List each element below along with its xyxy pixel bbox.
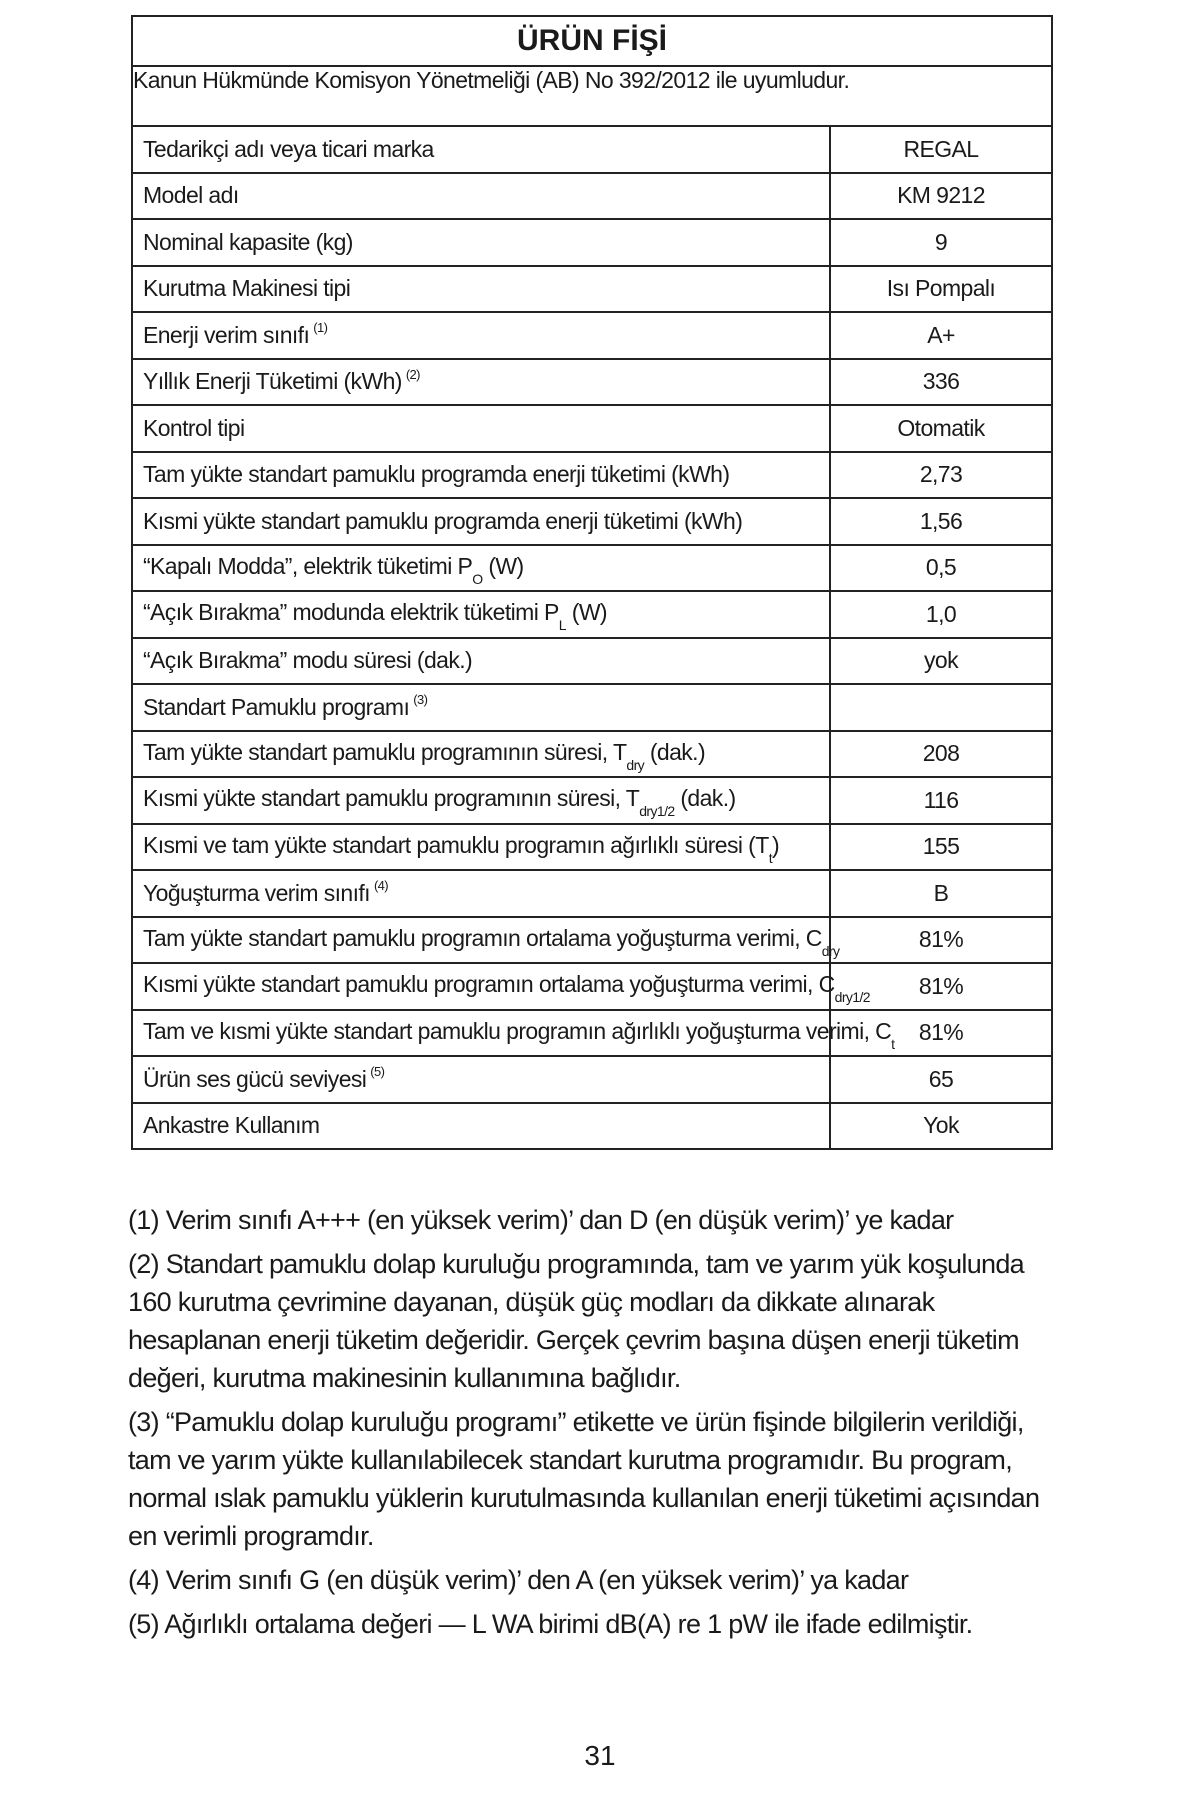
row-value: 9: [830, 219, 1052, 266]
row-label: [132, 963, 870, 1010]
row-label-subscript: t: [891, 1035, 895, 1052]
row-label: [132, 312, 830, 359]
page-title: ÜRÜN FİŞİ: [132, 16, 1052, 66]
table-row: [132, 219, 1052, 266]
row-label: [132, 1010, 895, 1057]
table-row: [132, 359, 1052, 406]
row-value: 208: [830, 731, 1052, 778]
title-row: [132, 16, 1052, 66]
row-label: [132, 591, 830, 638]
row-value: Otomatik: [830, 405, 1052, 452]
row-label-text: Ankastre Kullanım: [143, 1112, 320, 1139]
row-label-subscript: t: [768, 849, 772, 866]
row-label-text: Kontrol tipi: [143, 414, 245, 441]
row-value: 65: [830, 1056, 1052, 1103]
row-label-text: Kısmi ve tam yükte standart pamuklu programın ağırlıklı süresi (T: [143, 831, 769, 858]
row-label-text: Enerji verim sınıfı: [143, 321, 310, 348]
row-value: 81%: [830, 963, 1052, 1010]
row-label: [132, 917, 840, 964]
row-label: [132, 684, 830, 731]
row-label-suffix: ): [771, 831, 780, 858]
row-value: 336: [830, 359, 1052, 406]
row-label-text: Ürün ses gücü seviyesi: [143, 1065, 367, 1092]
footnote: (4) Verim sınıfı G (en düşük verim)’ den A (en yüksek verim)’ ya kadar: [128, 1565, 909, 1595]
row-label-suffix: (dak.): [674, 785, 736, 812]
row-label-subscript: O: [472, 570, 483, 587]
row-label-text: Kısmi yükte standart pamuklu programının süresi, T: [143, 785, 640, 812]
row-label: [132, 824, 830, 871]
table-row: [132, 684, 1052, 731]
footnote-ref: (3): [413, 692, 428, 708]
footnote-ref: (5): [370, 1064, 385, 1080]
table-row: [132, 591, 1052, 638]
product-sheet: [131, 15, 1051, 1150]
row-label-subscript: dry1/2: [834, 989, 870, 1006]
row-label-text: “Kapalı Modda”, elektrik tüketimi P: [143, 552, 473, 579]
table-row: [132, 777, 1052, 824]
row-value: 2,73: [830, 452, 1052, 499]
table-row: [132, 126, 1052, 173]
footnote-ref: (1): [313, 320, 328, 336]
footnote: (3) “Pamuklu dolap kuruluğu programı” etikette ve ürün fişinde bilgilerin verildiği, tam ve yarım yükte kullanılabilecek standart kurutma programıdır. Bu program, normal ıslak pamuklu yüklerin kurutulmasında kullanılan enerji tüketimi açısından en verimli programdır.: [128, 1407, 1040, 1551]
row-value: REGAL: [830, 126, 1052, 173]
row-label-text: Kurutma Makinesi tipi: [143, 275, 351, 302]
row-label-text: Model adı: [143, 182, 239, 209]
row-label: [132, 731, 830, 778]
row-value: Isı Pompalı: [830, 266, 1052, 313]
table-row: [132, 917, 1052, 964]
regulation-note: Kanun Hükmünde Komisyon Yönetmeliği (AB) No 392/2012 ile uyumludur.: [132, 66, 1052, 126]
row-label-subscript: dry1/2: [639, 803, 675, 820]
intro-row: [132, 66, 1052, 126]
row-value: yok: [830, 638, 1052, 685]
footnote: (5) Ağırlıklı ortalama değeri — L WA birimi dB(A) re 1 pW ile ifade edilmiştir.: [128, 1609, 973, 1639]
row-label-subscript: dry: [626, 756, 645, 773]
row-label: [132, 219, 830, 266]
row-label: [132, 638, 830, 685]
footnote-ref: (2): [405, 366, 420, 382]
row-label: [132, 405, 830, 452]
table-row: [132, 824, 1052, 871]
row-label: [132, 545, 830, 592]
row-label-text: “Açık Bırakma” modunda elektrik tüketimi P: [143, 599, 559, 626]
row-label-text: Standart Pamuklu programı: [143, 693, 410, 720]
row-label: [132, 126, 830, 173]
row-label: [132, 452, 830, 499]
row-label-suffix: (W): [565, 599, 607, 626]
row-value: B: [830, 870, 1052, 917]
table-row: [132, 173, 1052, 220]
table-row: [132, 1103, 1052, 1150]
row-label: [132, 1056, 830, 1103]
spec-table: [131, 15, 1053, 1150]
row-label-suffix: (dak.): [644, 738, 706, 765]
table-row: [132, 312, 1052, 359]
row-label: [132, 870, 830, 917]
footnote-ref: (4): [373, 878, 389, 894]
row-value: [830, 684, 1052, 731]
row-value: A+: [830, 312, 1052, 359]
row-value: 1,56: [830, 498, 1052, 545]
table-row: [132, 1010, 1052, 1057]
table-row: [132, 870, 1052, 917]
row-value: 1,0: [830, 591, 1052, 638]
row-label-text: Yoğuşturma verim sınıfı: [143, 879, 370, 906]
row-label-text: Tam yükte standart pamuklu programın ortalama yoğuşturma verimi, C: [143, 924, 822, 951]
row-label: [132, 173, 830, 220]
row-value: KM 9212: [830, 173, 1052, 220]
row-label-text: Kısmi yükte standart pamuklu programın ortalama yoğuşturma verimi, C: [143, 971, 835, 998]
row-label-text: Tedarikçi adı veya ticari marka: [143, 135, 434, 162]
table-row: [132, 498, 1052, 545]
row-value: 155: [830, 824, 1052, 871]
row-label-text: Tam yükte standart pamuklu programda enerji tüketimi (kWh): [143, 461, 730, 488]
row-value: 81%: [830, 917, 1052, 964]
table-row: [132, 266, 1052, 313]
row-value: Yok: [830, 1103, 1052, 1150]
table-row: [132, 638, 1052, 685]
row-label-suffix: (W): [482, 552, 524, 579]
footnote: (1) Verim sınıfı A+++ (en yüksek verim)’ dan D (en düşük verim)’ ye kadar: [128, 1205, 954, 1235]
row-value: 81%: [830, 1010, 1052, 1057]
row-label-text: Tam yükte standart pamuklu programının süresi, T: [143, 738, 627, 765]
row-label: [132, 498, 830, 545]
footnotes: [128, 1201, 1058, 1649]
table-row: [132, 545, 1052, 592]
row-value: 0,5: [830, 545, 1052, 592]
table-row: [132, 963, 1052, 1010]
row-label-subscript: L: [558, 617, 566, 634]
row-label-subscript: dry: [821, 942, 840, 959]
row-label: [132, 359, 830, 406]
row-label-text: “Açık Bırakma” modu süresi (dak.): [143, 647, 473, 674]
page-number: 31: [584, 1740, 616, 1771]
row-label-text: Tam ve kısmi yükte standart pamuklu programın ağırlıklı yoğuşturma verimi, C: [143, 1017, 892, 1044]
table-row: [132, 1056, 1052, 1103]
row-label-text: Nominal kapasite (kg): [143, 228, 353, 255]
table-row: [132, 405, 1052, 452]
row-label: [132, 266, 830, 313]
row-label-text: Kısmi yükte standart pamuklu programda enerji tüketimi (kWh): [143, 507, 743, 534]
row-label-text: Yıllık Enerji Tüketimi (kWh): [143, 368, 402, 395]
row-label: [132, 1103, 830, 1150]
row-value: 116: [830, 777, 1052, 824]
table-row: [132, 731, 1052, 778]
footnote: (2) Standart pamuklu dolap kuruluğu programında, tam ve yarım yük koşulunda 160 kurutma çevrimine dayanan, düşük güç modları da dikkate alınarak hesaplanan enerji tüketim değeridir. Gerçek çevrim başına düşen enerji tüketim değeri, kurutma makinesinin kullanımına bağlıdır.: [128, 1249, 1024, 1393]
row-label: [132, 777, 830, 824]
table-row: [132, 452, 1052, 499]
